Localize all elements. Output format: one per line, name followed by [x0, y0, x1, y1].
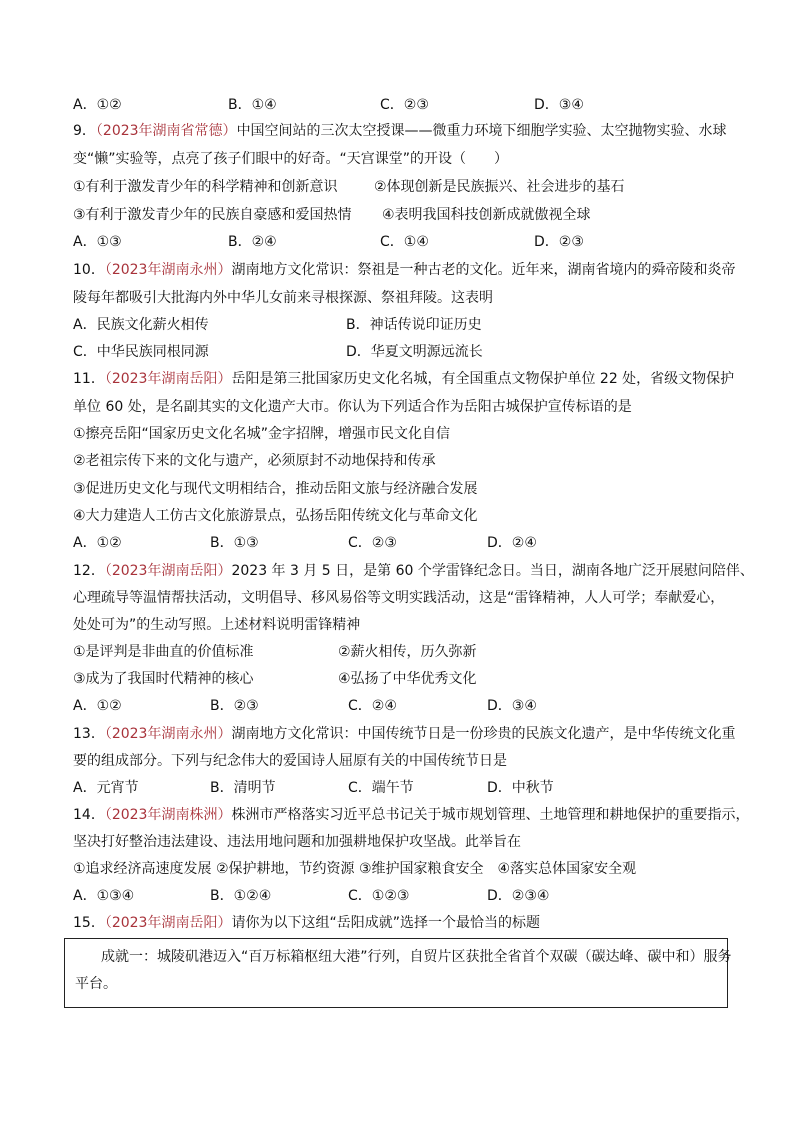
q13-text-1: 湖南地方文化常识：中国传统节日是一份珍贵的民族文化遗产，是中华传统文化重: [231, 726, 736, 742]
q11-number: 11．: [73, 371, 105, 387]
q13-number: 13．: [73, 726, 105, 742]
q11-option-d: D．②④: [487, 535, 537, 551]
q12-statement-4: ④弘扬了中华优秀文化: [338, 671, 477, 687]
q14-option-d: D．②③④: [487, 888, 550, 904]
q14-option-b: B．①②④: [210, 888, 272, 904]
q11-source: （2023年湖南岳阳）: [104, 371, 232, 387]
q11-statement-4: ④大力建造人工仿古文化旅游景点，弘扬岳阳传统文化与革命文化: [73, 508, 478, 524]
q10-text-1: 湖南地方文化常识：祭祖是一种古老的文化。近年来，湖南省境内的舜帝陵和炎帝: [231, 262, 736, 278]
q12-statement-1: ①是评判是非曲直的价值标准: [73, 644, 254, 660]
q11-option-c: C．②③: [348, 535, 397, 551]
q14-statements: ①追求经济高速度发展 ②保护耕地，节约资源 ③维护国家粮食安全 ④落实总体国家安全观: [73, 861, 637, 877]
q9-source: （2023年湖南省常德）: [95, 123, 237, 139]
q11-stem-line-1: [73, 370, 734, 388]
q10-stem-line-1: [73, 261, 735, 279]
q14-source: （2023年湖南株洲）: [104, 807, 232, 823]
q11-text-1: 岳阳是第三批国家历史文化名城，有全国重点文物保护单位 22 处，省级文物保护: [231, 371, 735, 387]
q9-option-d: D．②③: [534, 234, 584, 250]
q12-source: （2023年湖南岳阳）: [104, 563, 232, 579]
q15-number: 15．: [73, 915, 105, 931]
material-line-1: 成就一：城陵矶港迈入“百万标箱枢纽大港”行列，自贸片区获批全省首个双碳（碳达峰、碳中和）服务: [101, 949, 732, 965]
q14-number: 14．: [73, 807, 105, 823]
q9-statement-1: ①有利于激发青少年的科学精神和创新意识: [73, 179, 338, 195]
q9-option-c: C．①④: [380, 234, 429, 250]
q11-option-a: A．①②: [73, 535, 122, 551]
q13-stem-line-1: [73, 725, 735, 743]
q11-statement-3: ③促进历史文化与现代文明相结合，推动岳阳文旅与经济融合发展: [73, 481, 478, 497]
q15-source: （2023年湖南岳阳）: [104, 915, 232, 931]
q14-stem-line-1: [73, 806, 749, 824]
q12-option-d: D．③④: [487, 698, 537, 714]
q9-number: 9．: [73, 123, 96, 139]
q13-stem-line-2: 要的组成部分。下列与纪念伟大的爱国诗人屈原有关的中国传统节日是: [73, 753, 507, 769]
q8-option-a: A．①②: [73, 97, 122, 113]
q12-option-a: A．①②: [73, 698, 122, 714]
material-box: [64, 938, 732, 1008]
q9-option-a: A．①③: [73, 234, 122, 250]
q13-option-b: B．清明节: [210, 780, 276, 796]
q9-statement-2: ②体现创新是民族振兴、社会进步的基石: [374, 179, 625, 195]
q10-option-b: B．神话传说印证历史: [346, 317, 482, 333]
q11-stem-line-2: 单位 60 处，是名副其实的文化遗产大市。你认为下列适合作为岳阳古城保护宣传标语的是: [73, 399, 632, 415]
q9-statement-3: ③有利于激发青少年的民族自豪感和爱国热情: [73, 207, 352, 223]
q11-option-b: B．①③: [210, 535, 259, 551]
q12-option-b: B．②③: [210, 698, 259, 714]
q12-text-1: 2023 年 3 月 5 日，是第 60 个学雷锋纪念日。当日，湖南各地广泛开展慰问陪伴、: [231, 563, 754, 579]
q13-option-c: C．端午节: [348, 780, 414, 796]
q14-option-c: C．①②③: [348, 888, 410, 904]
q13-option-a: A．元宵节: [73, 780, 139, 796]
q10-stem-line-2: 陵每年都吸引大批海内外中华儿女前来寻根探源、祭祖拜陵。这表明: [73, 290, 493, 306]
q12-stem-line-2: 心理疏导等温情帮扶活动，文明倡导、移风易俗等文明实践活动，这是“雷锋精神，人人可学；奉献爱心，: [73, 590, 725, 606]
q13-source: （2023年湖南永州）: [104, 726, 232, 742]
q15-stem-line-1: [73, 914, 540, 932]
q12-stem-line-1: [73, 562, 754, 580]
q10-source: （2023年湖南永州）: [104, 262, 232, 278]
q14-text-1: 株洲市严格落实习近平总书记关于城市规划管理、土地管理和耕地保护的重要指示，: [231, 807, 750, 823]
q9-statement-4: ④表明我国科技创新成就傲视全球: [382, 207, 591, 223]
q15-text-1: 请你为以下这组“岳阳成就”选择一个最恰当的标题: [231, 915, 540, 931]
q12-stem-line-3: 处处可为”的生动写照。上述材料说明雷锋精神: [73, 617, 361, 633]
q10-option-d: D．华夏文明源远流长: [346, 344, 483, 360]
q12-option-c: C．②④: [348, 698, 397, 714]
q8-option-d: D．③④: [534, 97, 584, 113]
q9-stem-line-1: [73, 122, 727, 140]
q9-option-b: B．②④: [228, 234, 277, 250]
q10-number: 10．: [73, 262, 105, 278]
q12-number: 12．: [73, 563, 105, 579]
q11-statement-2: ②老祖宗传下来的文化与遗产，必须原封不动地保持和传承: [73, 453, 436, 469]
q12-statement-3: ③成为了我国时代精神的核心: [73, 671, 254, 687]
q10-option-a: A．民族文化薪火相传: [73, 317, 209, 333]
q9-stem-line-2: 变“懒”实验等，点亮了孩子们眼中的好奇。“天宫课堂”的开设（ ）: [73, 151, 509, 167]
q11-statement-1: ①擦亮岳阳“国家历史文化名城”金字招牌，增强市民文化自信: [73, 426, 451, 442]
q8-option-b: B．①④: [228, 97, 277, 113]
material-line-2: 平台。: [75, 976, 117, 992]
q10-option-c: C．中华民族同根同源: [73, 344, 209, 360]
q13-option-d: D．中秋节: [487, 780, 554, 796]
q14-option-a: A．①③④: [73, 888, 135, 904]
q12-statement-2: ②薪火相传，历久弥新: [338, 644, 477, 660]
q14-stem-line-2: 坚决打好整治违法建设、违法用地问题和加强耕地保护攻坚战。此举旨在: [73, 834, 521, 850]
q8-option-c: C．②③: [380, 97, 429, 113]
q9-text-1: 中国空间站的三次太空授课——微重力环境下细胞学实验、太空抛物实验、水球: [236, 123, 727, 139]
